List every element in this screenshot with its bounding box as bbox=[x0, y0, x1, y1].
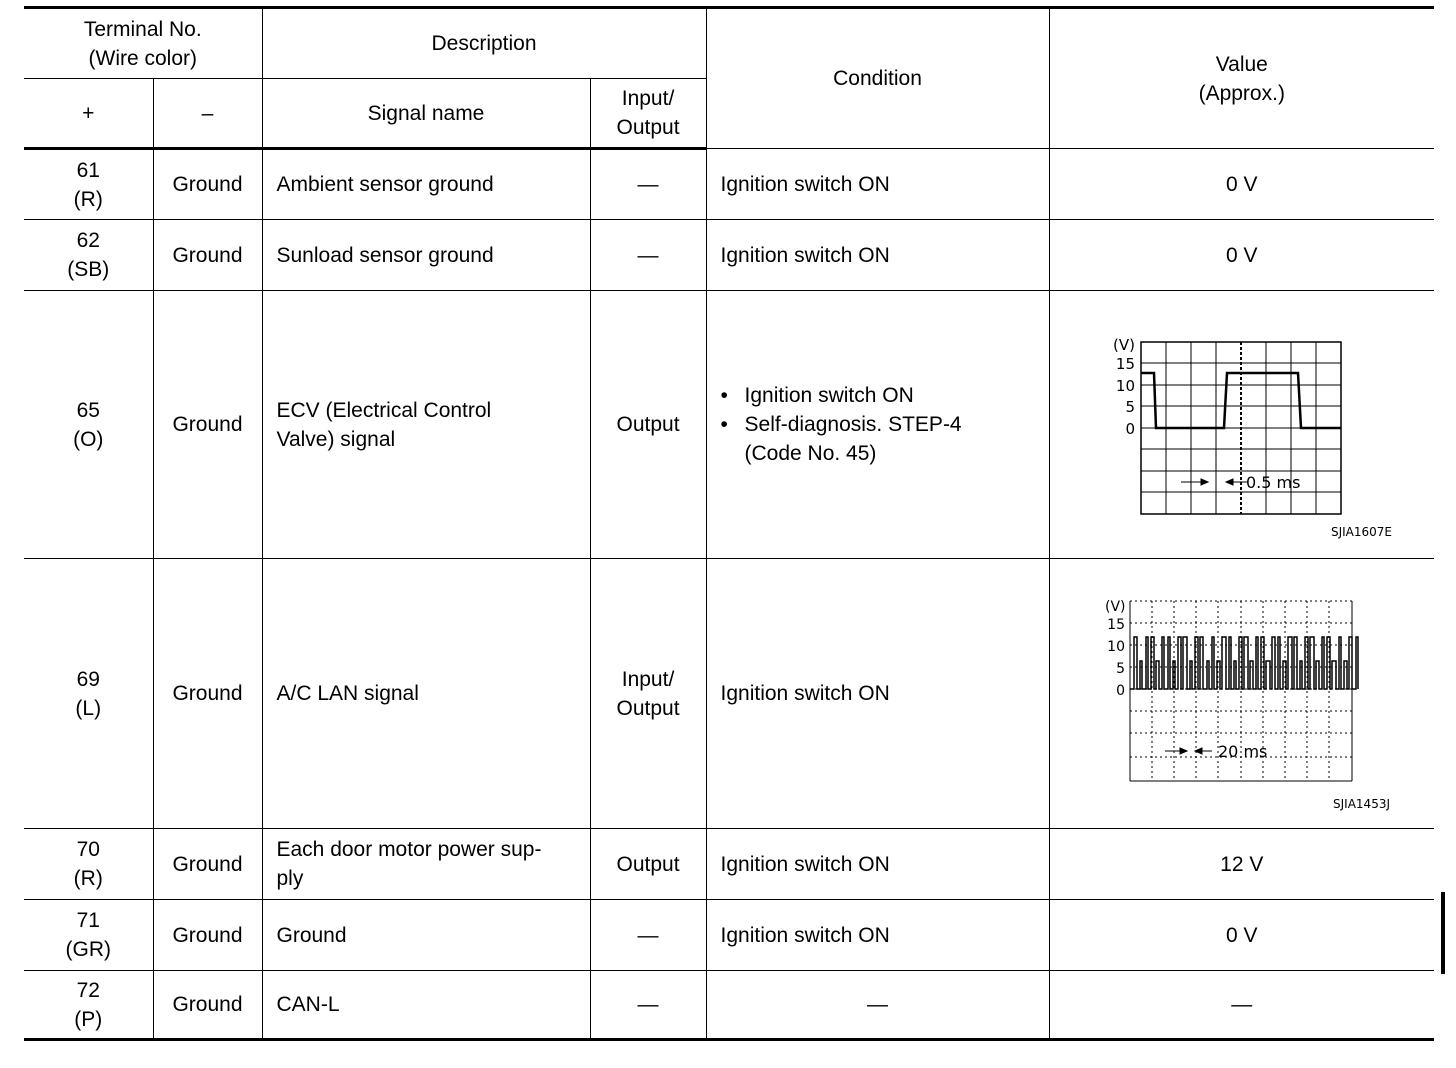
io-cell: Input/ Output bbox=[590, 559, 706, 829]
terminal-cell: 65 (O) bbox=[24, 291, 153, 559]
table-row bbox=[24, 559, 1434, 829]
header-condition: Condition bbox=[706, 8, 1049, 149]
value-cell bbox=[1049, 559, 1434, 829]
terminal-cell: 72 (P) bbox=[24, 971, 153, 1040]
time-division-marker bbox=[1165, 748, 1212, 754]
io-cell: Output bbox=[590, 291, 706, 559]
condition-cell bbox=[706, 291, 1049, 559]
signal-cell: Sunload sensor ground bbox=[262, 220, 590, 291]
condition-cell: Ignition switch ON bbox=[706, 559, 1049, 829]
value-cell: 12 V bbox=[1049, 829, 1434, 900]
revision-bar bbox=[1441, 892, 1445, 974]
figure-tick: 0 bbox=[1125, 420, 1135, 438]
io-cell: — bbox=[590, 220, 706, 291]
value-cell: 0 V bbox=[1049, 900, 1434, 971]
condition-subline: (Code No. 45) bbox=[744, 442, 877, 465]
figure-tick: 15 bbox=[1106, 617, 1125, 633]
bullet-icon: • bbox=[720, 413, 728, 436]
io-cell: — bbox=[590, 900, 706, 971]
figure-tick: 0 bbox=[1115, 683, 1125, 699]
header-plus: + bbox=[24, 79, 153, 149]
lan-waveform-trace bbox=[1130, 637, 1358, 689]
value-cell: — bbox=[1049, 971, 1434, 1040]
terminal-cell: 62 (SB) bbox=[24, 220, 153, 291]
figure-time-label: 0.5 ms bbox=[1245, 473, 1301, 492]
condition-bullet: • Self-diagnosis. STEP-4 bbox=[721, 410, 1035, 439]
header-input-output: Input/ Output bbox=[590, 79, 706, 149]
io-cell: — bbox=[590, 149, 706, 220]
terminal-cell: 71 (GR) bbox=[24, 900, 153, 971]
io-cell: — bbox=[590, 971, 706, 1040]
figure-tick: 5 bbox=[1125, 398, 1135, 416]
minus-cell: Ground bbox=[153, 829, 262, 900]
figure-tick: 5 bbox=[1115, 661, 1125, 677]
condition-cell: Ignition switch ON bbox=[706, 149, 1049, 220]
minus-cell: Ground bbox=[153, 900, 262, 971]
table-row bbox=[24, 149, 1434, 220]
lan-waveform-figure bbox=[1050, 559, 1434, 820]
figure-tick: 10 bbox=[1106, 639, 1125, 655]
table-row bbox=[24, 829, 1434, 900]
table-row bbox=[24, 900, 1434, 971]
header-description: Description bbox=[262, 8, 706, 79]
figure-unit: (V) bbox=[1112, 336, 1135, 354]
signal-cell: ECV (Electrical Control Valve) signal bbox=[262, 291, 590, 559]
minus-cell: Ground bbox=[153, 971, 262, 1040]
condition-bullet: • Ignition switch ON bbox=[721, 381, 1035, 410]
signal-cell: CAN-L bbox=[262, 971, 590, 1040]
signal-cell: A/C LAN signal bbox=[262, 559, 590, 829]
table-row bbox=[24, 971, 1434, 1040]
value-cell: 0 V bbox=[1049, 220, 1434, 291]
figure-tick: 15 bbox=[1115, 355, 1135, 373]
header-signal-name: Signal name bbox=[262, 79, 590, 149]
bullet-icon: • bbox=[720, 384, 728, 407]
minus-cell: Ground bbox=[153, 559, 262, 829]
signal-cell: Ambient sensor ground bbox=[262, 149, 590, 220]
header-minus: – bbox=[153, 79, 262, 149]
header-row-top bbox=[24, 8, 1434, 79]
value-cell bbox=[1049, 291, 1434, 559]
ecv-waveform-figure bbox=[1050, 291, 1434, 550]
figure-code: SJIA1453J bbox=[1332, 797, 1390, 811]
terminal-cell: 69 (L) bbox=[24, 559, 153, 829]
signal-cell: Each door motor power sup- ply bbox=[262, 829, 590, 900]
condition-cell: Ignition switch ON bbox=[706, 900, 1049, 971]
condition-cell: — bbox=[706, 971, 1049, 1040]
header-terminal-no: Terminal No. (Wire color) bbox=[24, 8, 262, 79]
figure-code: SJIA1607E bbox=[1330, 525, 1392, 539]
terminal-table bbox=[24, 6, 1434, 1041]
terminal-cell: 61 (R) bbox=[24, 149, 153, 220]
figure-tick: 10 bbox=[1115, 377, 1135, 395]
value-cell: 0 V bbox=[1049, 149, 1434, 220]
condition-cell: Ignition switch ON bbox=[706, 220, 1049, 291]
terminal-cell: 70 (R) bbox=[24, 829, 153, 900]
table-row bbox=[24, 220, 1434, 291]
figure-unit: (V) bbox=[1104, 599, 1126, 615]
table-row bbox=[24, 291, 1434, 559]
signal-cell: Ground bbox=[262, 900, 590, 971]
header-value: Value (Approx.) bbox=[1049, 8, 1434, 149]
minus-cell: Ground bbox=[153, 220, 262, 291]
minus-cell: Ground bbox=[153, 291, 262, 559]
figure-time-label: 20 ms bbox=[1217, 742, 1268, 761]
minus-cell: Ground bbox=[153, 149, 262, 220]
condition-cell: Ignition switch ON bbox=[706, 829, 1049, 900]
io-cell: Output bbox=[590, 829, 706, 900]
